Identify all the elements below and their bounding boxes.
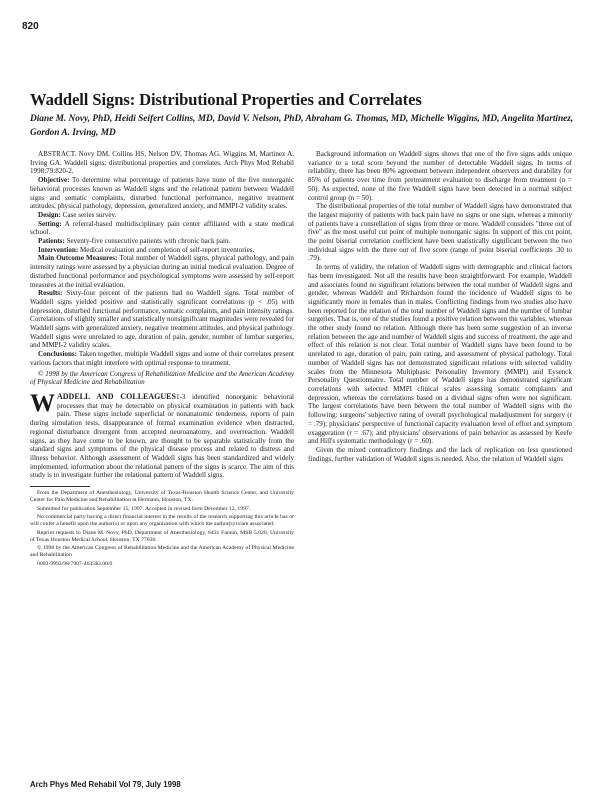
journal-footer: Arch Phys Med Rehabil Vol 79, July 1998 [30,780,181,789]
body-paragraph: The distributional properties of the total number of Waddell signs have demonstrated that the largest majority of patients with back pain have no signs or one sign, whereas a minority of patients have a constellation of signs from three or more. Waddell considers "three out of five" as the most useful cut point of multiple nonorganic signs. In support of this cut point, the point biserial correlation coefficient have been statistically significant between the two individual signs with the three out of five score (range of point biserial coefficients .30 to .79). [308,202,572,263]
section-text: Total number of Waddell signs, physical pathology, and pain intensity ratings were assessed by a physician during an initial medical evaluation. Degree of disturbed functional performance and psychological symptoms were assessed by self-report measures at the initial evaluation. [30,254,294,289]
citation-text: Novy DM, Collins HS, Nelson DV, Thomas AG, Wiggins M, Martinez A, Irving GA. Waddell signs: distributional properties and correlates. Arch Phys Med Rehabil 1998;79:820-2. [30,150,294,176]
body-paragraph: Given the mixed contradictory findings and the lack of replication on less questioned findings, further validation of Waddell signs is needed. Also, the relation of Waddell signs [308,445,572,463]
article-title: Waddell Signs: Distributional Properties and Correlates [30,90,422,109]
section-label: Intervention: [38,245,79,254]
footnote-divider [30,486,90,487]
abstract-results [30,289,294,350]
footnote-disclosure: No commercial party having a direct financial interest in the results of the research supporting this article has or will confer a benefit upon the author(s) or upon any organization with which the author(s) is/are associated. [30,514,294,528]
footnote-affiliation: From the Department of Anesthesiology, University of Texas-Houston Health Science Center, and University Center for Pain Medicine and Rehabilitation at Hermann, Houston, TX. [30,490,294,504]
section-text: Sixty-four percent of the patients had no Waddell signs. Total number of Waddell signs yielded positive and statistically significant correlations (p < .05) with depression, disturbed functional performance, somatic complaints, and pain intensity ratings. Correlations of slightly smaller and statistically nonsignificant magnitudes were revealed for Waddell signs with generalized anxiety, negative treatment attitudes, and physical pathology. Waddell signs were unrelated to age, duration of pain, gender, number of lumbar surgeries, and MMPI-2 validity scales. [30,289,294,350]
body-paragraph: In terms of validity, the relation of Waddell signs with demographic and clinical factors has been investigated. Not all the results have been straightforward. For example, Waddell and associates found no significant relations between the total number of Waddell signs and gender, whereas Waddell and Richardson found the incidence of Waddell signs to be significantly more in females than in males. Conflicting findings from two studies also have been reported for the relation of the total number of Waddell signs and the number of lumbar surgeries. That is, one of the studies found a positive relation between the variables, whereas the other study found no relation. Although there has been some suggestion of an inverse relation between the age and number of Waddell signs and success of treatment, the age and effect of this relation is not clear. Total number of Waddell signs have been found to be unrelated to age, duration of pain, pain rating, and assessment of physical pathology. Total number of Waddell signs has not demonstrated significant relations with selected validity scales from the Minnesota Multiphasic Personality Inventory (MMPI) and Eysenck Personality Questionnaire. Total number of Waddell signs has demonstrated significant correlations with selected MMPI clinical scales assessing somatic complaints and depression, whereas the correlations based on a dividual signs often were not significant. The largest correlations have been between the total number of Waddell signs with the following: surgeons' subjective rating of overall psychological maladjustment for surgery (r = .79); physicians' perspective of functional capacity evaluation level of effort and symptom exaggeration (r = .67); and physicians' observations of pain behavior as assessed by Keefe and Hill's systematic methodology (r = .60). [308,263,572,446]
section-label: Results: [38,289,63,298]
footnote-reprints: Reprint requests to Diane M. Novy, PhD, Department of Anesthesiology, 6431 Fannin, MSB 5.020, University of Texas Houston Medical School, Houston, TX 77030. [30,529,294,543]
section-text: To determine what percentage of patients have none of the five nonorganic behavioral processes known as Waddell signs and the relational pattern between Waddell signs and somatic complaints, disturbed functional performance, negative treatment attitudes, physical pathology, depression, generalized anxiety, and MMPI-2 validity scales. [30,176,294,211]
section-text: Case series survey. [62,210,117,219]
abstract-conclusions [30,350,294,367]
abstract-label: ABSTRACT. [38,150,77,158]
section-label: Objective: [38,176,70,185]
section-text: Seventy-five consecutive patients with chronic back pain. [66,237,231,246]
section-label: Patients: [38,237,65,246]
section-label: Design: [38,210,61,219]
introduction-paragraph [30,389,295,480]
section-label: Setting: [38,219,62,228]
section-text: A referral-based multidisciplinary pain center affiliated with a state medical school. [30,219,295,237]
drop-cap: W [30,389,55,417]
right-column [308,150,572,463]
abstract-patients [30,237,294,246]
intro-text: 1-3 identified nonorganic behavioral processes that may be detectable on physical examination in patients with back pain. These signs include superficial or nonanatomic tenderness, reports of pain during simulation tests, disappearance of formal examination evidence when distracted, regional disturbance divergent from accepted neuroanatomy, and overreaction. Waddell signs, as they have come to be known, are thought to be separable statistically from the standard signs and symptoms of the physical disease process and related to distress and illness behavior. Although assessment of Waddell signs has been standardized and widely implemented, information about the relational pattern of the signs is scarce. The aim of this study is to investigate further the relational pattern of Waddell signs. [30,392,295,480]
body-paragraph: Background information on Waddell signs shows that one of the five signs adds unique variance to a total score beyond the number of detectable Waddell signs. In terms of reliability, there has been 80% agreement between independent observers and durability for 85% of patients over time from pretreatment evaluation to discharge from treatment (n = 50). As expected, none of the five Waddell signs have been detected in a normal subject control group (n = 50). [308,150,572,202]
author-list: Diane M. Novy, PhD, Heidi Seifert Collins, MD, David V. Nelson, PhD, Abraham G. Thomas, MD, Michelle Wiggins, MD, Angelita Martinez, Gordon A. Irving, MD [30,114,574,138]
abstract-outcome-measures [30,254,294,289]
abstract-design [30,211,294,220]
section-text: Taken together, multiple Waddell signs and some of their correlates present various factors that might interfere with optimal response to treatment. [30,350,294,367]
footnote-submitted: Submitted for publication September 15, 1997. Accepted in revised form December 12, 1997. [37,505,251,512]
intro-lead: ADDELL AND COLLEAGUES [57,391,176,401]
section-text: Medical evaluation and completion of self-report inventories. [79,245,255,254]
abstract-setting [30,220,294,237]
abstract-objective [30,176,294,211]
left-column [30,150,294,569]
abstract-intervention [30,246,294,255]
footnotes [30,490,294,568]
footnote-copyright: © 1998 by the American Congress of Rehabilitation Medicine and the American Academy of Physical Medicine and Rehabilitation [30,545,294,559]
abstract-copyright: © 1998 by the American Congress of Rehabilitation Medicine and the American Academy of Physical Medicine and Rehabilitation [30,369,294,387]
section-label: Main Outcome Measures: [38,254,118,263]
footnote-issn: 0003-9993/98/7907-4635$3.00/0 [37,560,113,567]
abstract-citation [30,150,294,176]
page-number: 820 [22,21,39,32]
section-label: Conclusions: [38,350,78,359]
